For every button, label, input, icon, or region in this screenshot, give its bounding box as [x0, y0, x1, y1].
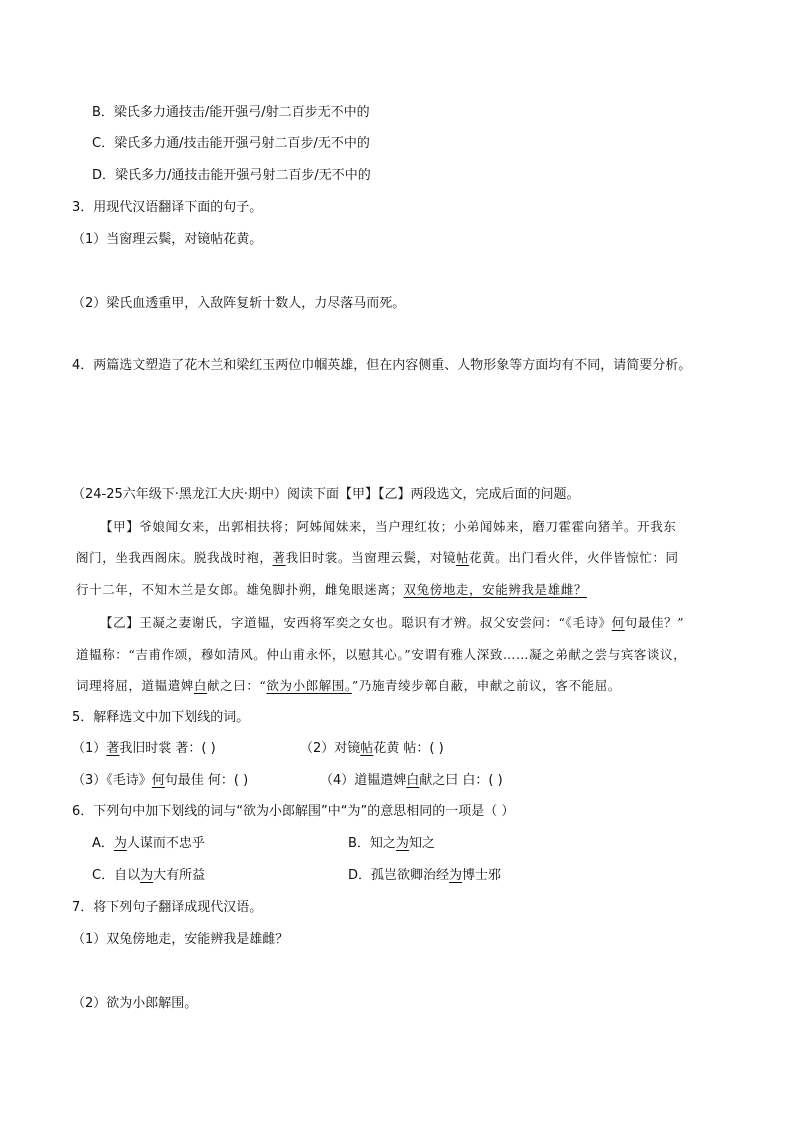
q5-stem: 5．解释选文中加下划线的词。 [72, 710, 250, 725]
q6-text: B．知之 [348, 836, 396, 851]
q2-option-d: D．梁氏多力/通技击能开强弓射二百步/无不中的 [92, 168, 371, 183]
q3-item-1: （1）当窗理云鬓，对镜帖花黄。 [72, 232, 263, 247]
q3-stem: 3．用现代汉语翻译下面的句子。 [72, 200, 263, 215]
q5-text: 花黄 帖：( ) [373, 741, 444, 756]
q6-underlined: 为 [395, 836, 409, 851]
passage-jia-line-2 [76, 548, 679, 568]
underlined-phrase: 欲为小郎解围。 [266, 678, 352, 693]
q6-underlined: 为 [113, 836, 127, 851]
q6-option-a [92, 834, 205, 854]
q5-underlined: 帖 [360, 741, 374, 756]
q5-text: （3）《毛诗》 [72, 773, 152, 788]
q7-stem: 7．将下列句子翻译成现代汉语。 [72, 900, 263, 915]
underlined-sentence: 双兔傍地走，安能辨我是雄雌？ [403, 582, 587, 597]
q5-text: （2）对镜 [300, 741, 361, 756]
q5-text: （4）道韫遣婢 [320, 773, 407, 788]
passage-source: （24-25六年级下·黑龙江大庆·期中）阅读下面【甲】【乙】两段选文，完成后面的问题。 [72, 487, 580, 502]
q6-stem: 6．下列句中加下划线的词与“欲为小郎解围”中“为”的意思相同的一项是（ ） [72, 804, 515, 819]
yi-text: 献之曰：“ [207, 678, 267, 693]
q6-text: D．孤岂欲卿治经 [348, 868, 450, 883]
q7-item-1: （1）双兔傍地走，安能辨我是雄雌？ [72, 932, 289, 947]
passage-jia-line-1: 【甲】爷娘闻女来，出郭相扶将；阿姊闻妹来，当户理红妆；小弟闻姊来，磨刀霍霍向猪羊。开我东 [100, 519, 677, 534]
passage-yi-line-1 [100, 613, 684, 633]
q6-option-d [348, 866, 501, 886]
q6-text: 知之 [408, 836, 435, 851]
yi-text: 句最佳？” [624, 615, 685, 630]
underlined-word-he: 何 [611, 615, 625, 630]
q7-item-2: （2）欲为小郎解围。 [72, 996, 198, 1011]
passage-yi-line-3 [76, 676, 621, 696]
jia-text: 我旧时裳。当窗理云鬓，对镜 [285, 550, 456, 565]
q6-text: C．自以 [92, 868, 141, 883]
q6-option-c [92, 866, 205, 886]
q6-option-b [348, 834, 435, 854]
yi-text: 【乙】王凝之妻谢氏，字道韫，安西将军奕之女也。聪识有才辨。叔父安尝问：“《毛诗》 [100, 615, 612, 630]
yi-text: 词理将屈，道韫遣婢 [76, 678, 194, 693]
q6-text: A． [92, 836, 114, 851]
q5-underlined: 白 [406, 773, 420, 788]
q6-text: 人谋而不忠乎 [126, 836, 205, 851]
jia-text: 阁门，坐我西阁床。脱我战时袍， [76, 550, 273, 565]
passage-jia-line-3 [76, 580, 587, 600]
q5-row-2 [72, 771, 248, 791]
jia-text: 行十二年，不知木兰是女郎。雄兔脚扑朔，雌兔眼迷离； [76, 582, 404, 597]
q3-item-2: （2）梁氏血透重甲，入敌阵复斩十数人，力尽落马而死。 [72, 296, 406, 311]
q6-text: 大有所益 [153, 868, 206, 883]
q5-text: 句最佳 何：( ) [164, 773, 249, 788]
yi-text: ”乃施青绫步鄣自蔽，申献之前议，客不能屈。 [351, 678, 621, 693]
q6-underlined: 为 [449, 868, 463, 883]
underlined-word-zhuo: 著 [272, 550, 286, 565]
q5-row-2-col-2 [320, 771, 503, 791]
q5-row-1 [72, 739, 216, 759]
q5-underlined: 著 [106, 741, 120, 756]
passage-yi-line-2: 道韫称：“吉甫作颂，穆如清风。仲山甫永怀，以慰其心。”安谓有雅人深致……凝之弟献之尝与宾客谈议， [76, 647, 687, 662]
q5-text: （1） [72, 741, 107, 756]
q5-text: 我旧时裳 著：( ) [119, 741, 216, 756]
underlined-word-bai: 白 [193, 678, 208, 693]
q2-option-b: B．梁氏多力通技击/能开强弓/射二百步无不中的 [92, 105, 370, 120]
q6-underlined: 为 [140, 868, 154, 883]
q2-option-c: C．梁氏多力通/技击能开强弓射二百步/无不中的 [92, 136, 370, 151]
underlined-word-tie: 帖 [455, 550, 470, 565]
q6-text: 博士邪 [462, 868, 502, 883]
q5-row-1-col-2 [300, 739, 444, 759]
q4-stem: 4．两篇选文塑造了花木兰和梁红玉两位巾帼英雄，但在内容侧重、人物形象等方面均有不同，请简要分析。 [72, 358, 692, 373]
q5-text: 献之曰 白：( ) [419, 773, 503, 788]
q5-underlined: 何 [151, 773, 165, 788]
jia-text: 花黄。出门看火伴，火伴皆惊忙：同 [469, 550, 679, 565]
